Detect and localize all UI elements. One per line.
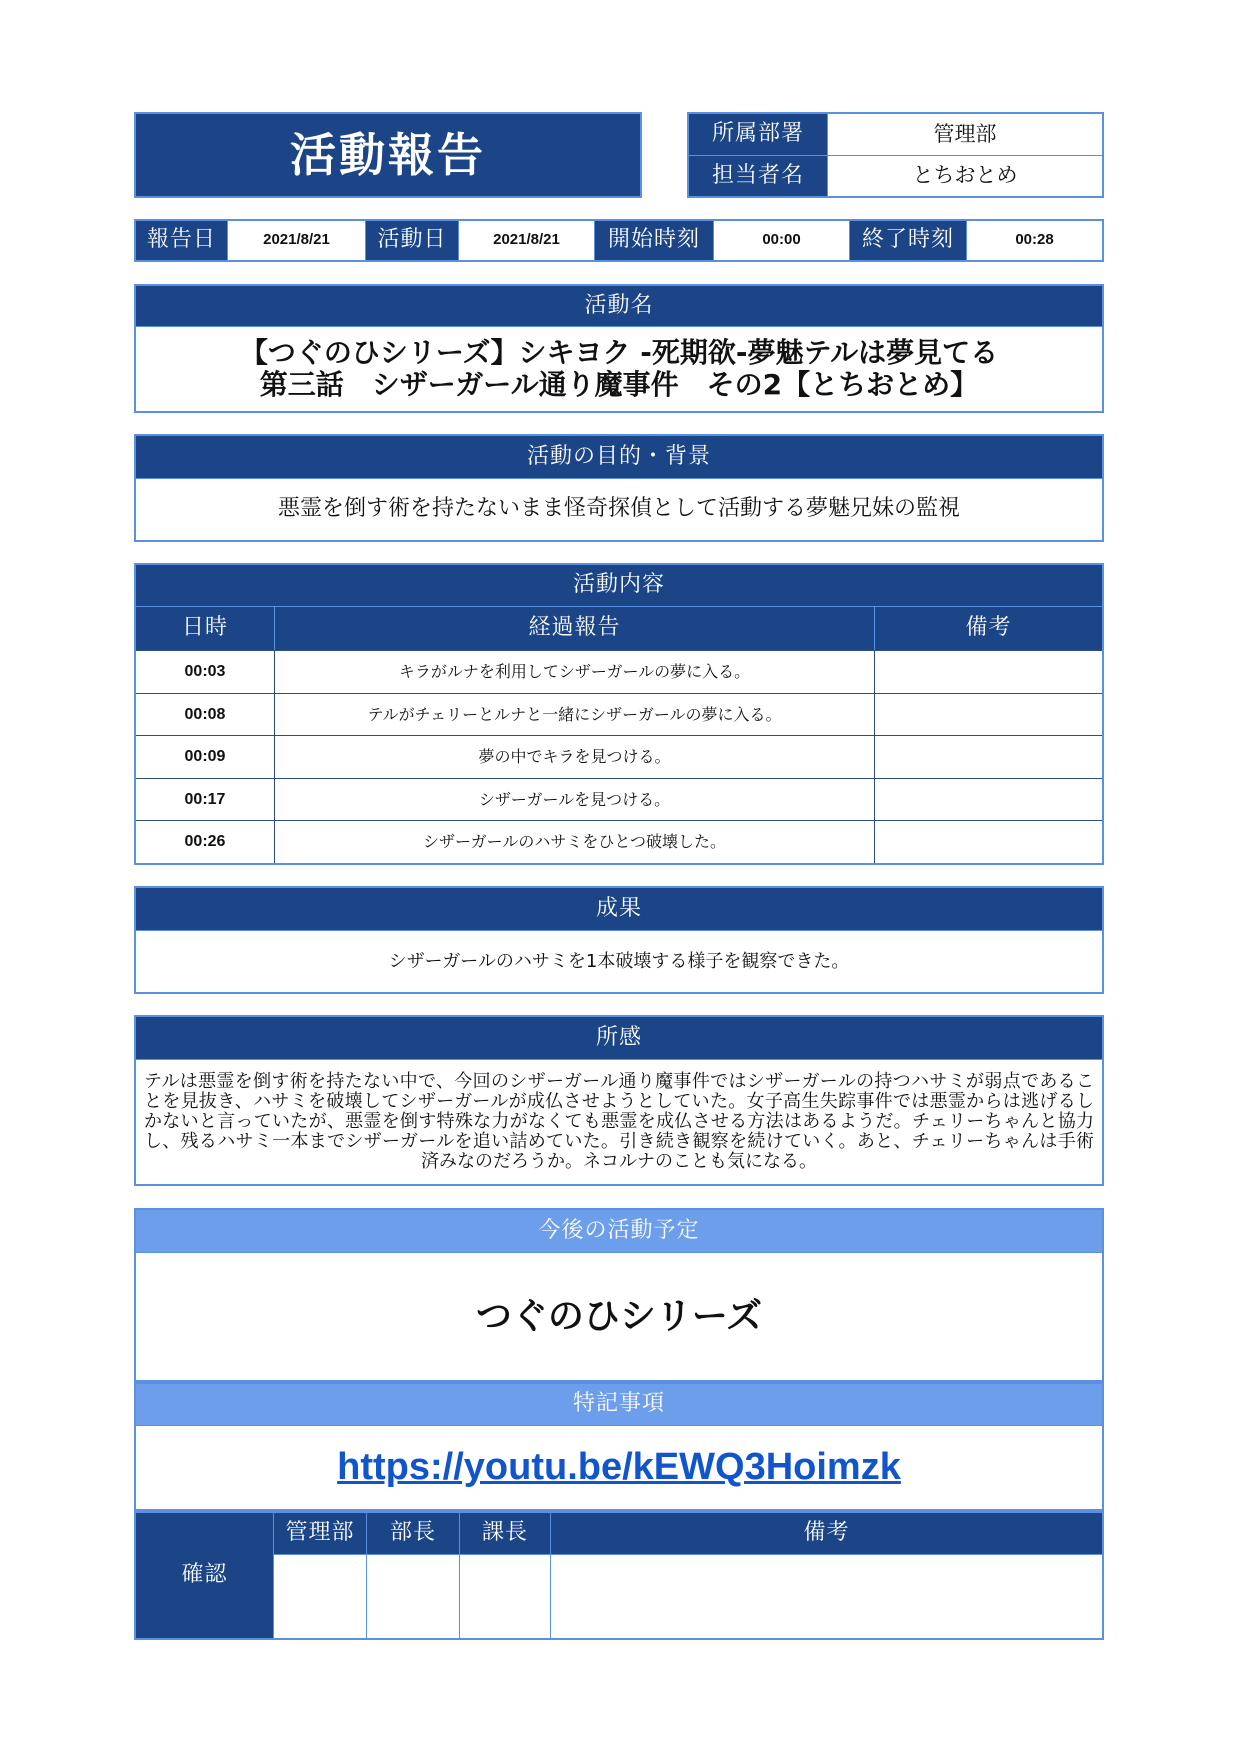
end-time-label: 終了時刻	[849, 221, 966, 260]
notes-section	[134, 1382, 1104, 1511]
department-row	[689, 114, 1102, 155]
report-title: 活動報告	[290, 127, 486, 182]
report-date-value: 2021/8/21	[227, 221, 365, 260]
activity-date-value: 2021/8/21	[458, 221, 594, 260]
log-report-cell: キラがルナを利用してシザーガールの夢に入る。	[274, 651, 874, 693]
approval-sign-section-chief	[459, 1555, 550, 1638]
impressions-text: テルは悪霊を倒す術を持たない中で、今回のシザーガール通り魔事件ではシザーガールの持つハサミが弱点であることを見抜き、ハサミを破壊してシザーガールが成仏させようとしていた。女子高生失踪事件では悪霊からは逃げるしかないと言っていたが、悪霊を倒す特殊な力がなくても悪霊を成仏させる方法はあるようだ。チェリーちゃんと協力し、残るハサミ一本までシザーガールを追い詰めていた。引き続き観察を続けていく。あと、チェリーちゃんは手術済みなのだろうか。ネコルナのことも気になる。	[144, 1071, 1094, 1172]
approval-header-section-chief: 課長	[459, 1513, 550, 1554]
results-heading: 成果	[136, 888, 1102, 930]
table-row	[136, 650, 1102, 693]
person-row	[689, 155, 1102, 197]
table-row	[136, 693, 1102, 736]
person-value: とちおとめ	[827, 156, 1102, 197]
report-date-label: 報告日	[136, 221, 227, 260]
future-plan-section	[134, 1208, 1104, 1382]
log-note-cell	[874, 694, 1102, 736]
column-header-notes: 備考	[874, 607, 1102, 650]
log-report-cell: シザーガールを見つける。	[274, 779, 874, 821]
date-row	[134, 219, 1104, 262]
end-time-value: 00:28	[966, 221, 1102, 260]
video-link[interactable]: https://youtu.be/kEWQ3Hoimzk	[337, 1446, 901, 1488]
column-header-report: 経過報告	[274, 607, 874, 650]
activity-name-text	[240, 337, 998, 401]
log-report-cell: シザーガールのハサミをひとつ破壊した。	[274, 821, 874, 863]
approval-label: 確認	[136, 1513, 273, 1638]
department-label: 所属部署	[689, 114, 827, 155]
owner-table	[687, 112, 1104, 198]
person-label: 担当者名	[689, 156, 827, 197]
table-row	[136, 820, 1102, 863]
purpose-section	[134, 434, 1104, 542]
approval-header-row	[274, 1513, 1102, 1554]
log-time-cell: 00:17	[184, 790, 226, 808]
log-note-cell	[874, 651, 1102, 693]
impressions-section	[134, 1015, 1104, 1186]
future-plan-heading: 今後の活動予定	[136, 1210, 1102, 1252]
activity-name-line-2: 第三話 シザーガール通り魔事件 その2【とちおとめ】	[259, 368, 979, 401]
approval-grid	[273, 1513, 1102, 1638]
approval-sign-row	[274, 1554, 1102, 1638]
results-text: シザーガールのハサミを1本破壊する様子を観察できた。	[388, 950, 850, 972]
future-plan-body	[136, 1252, 1102, 1380]
activity-name-heading: 活動名	[136, 286, 1102, 326]
activity-log-section	[134, 563, 1104, 865]
log-time-cell: 00:08	[184, 705, 226, 723]
activity-log-column-header	[136, 606, 1102, 650]
table-row	[136, 735, 1102, 778]
activity-name-body	[136, 326, 1102, 411]
log-report-cell: 夢の中でキラを見つける。	[274, 736, 874, 778]
impressions-body	[136, 1059, 1102, 1184]
approval-table	[134, 1511, 1104, 1640]
log-report-cell: テルがチェリーとルナと一緒にシザーガールの夢に入る。	[274, 694, 874, 736]
approval-header-director: 部長	[366, 1513, 459, 1554]
log-note-cell	[874, 736, 1102, 778]
report-title-box	[134, 112, 642, 198]
activity-name-section	[134, 284, 1104, 413]
impressions-heading: 所感	[136, 1017, 1102, 1059]
column-header-datetime: 日時	[136, 607, 274, 650]
purpose-body	[136, 478, 1102, 540]
future-plan-text: つぐのひシリーズ	[475, 1295, 763, 1337]
table-row	[136, 778, 1102, 821]
activity-name-line-1: 【つぐのひシリーズ】シキヨク -死期欲-夢魅テルは夢見てる	[239, 336, 999, 369]
log-time-cell: 00:03	[184, 663, 226, 680]
purpose-text: 悪霊を倒す術を持たないまま怪奇探偵として活動する夢魅兄妹の監視	[277, 496, 960, 522]
log-time-cell: 00:26	[184, 833, 226, 851]
purpose-heading: 活動の目的・背景	[136, 436, 1102, 478]
approval-sign-remarks	[550, 1555, 1102, 1638]
approval-sign-management	[274, 1555, 366, 1638]
approval-header-remarks: 備考	[550, 1513, 1102, 1554]
approval-sign-director	[366, 1555, 459, 1638]
start-time-value: 00:00	[713, 221, 849, 260]
start-time-label: 開始時刻	[594, 221, 713, 260]
activity-date-label: 活動日	[365, 221, 458, 260]
results-section	[134, 886, 1104, 994]
notes-heading: 特記事項	[136, 1384, 1102, 1425]
log-note-cell	[874, 779, 1102, 821]
department-value: 管理部	[827, 114, 1102, 155]
notes-body	[136, 1425, 1102, 1509]
results-body	[136, 930, 1102, 992]
approval-header-management: 管理部	[274, 1513, 366, 1554]
log-note-cell	[874, 821, 1102, 863]
activity-log-heading: 活動内容	[136, 565, 1102, 606]
log-time-cell: 00:09	[184, 748, 226, 766]
